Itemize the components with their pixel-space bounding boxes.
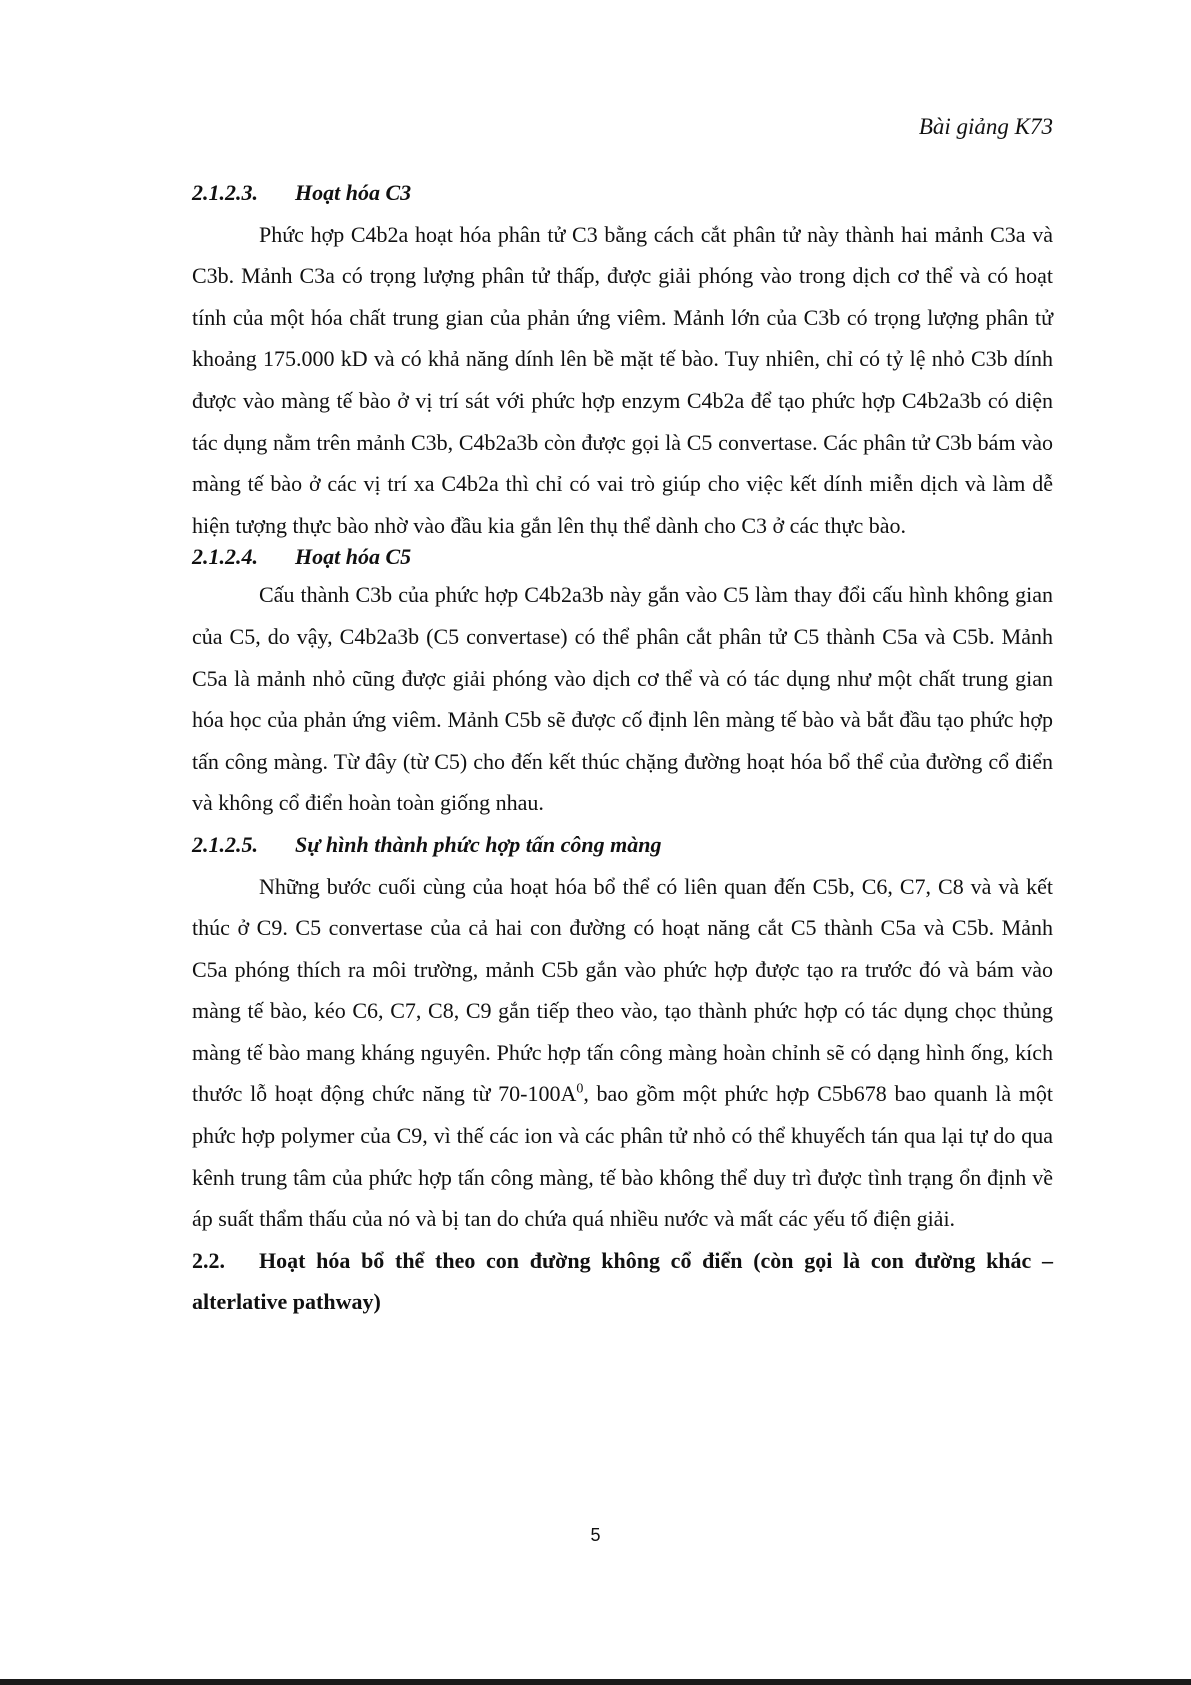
page-number: 5 — [590, 1525, 601, 1545]
paragraph-c3-activation: Phức hợp C4b2a hoạt hóa phân tử C3 bằng cách cắt phân tử này thành hai mảnh C3a và C3b. Mảnh C3a có trọng lượng phân tử thấp, được giải phóng vào trong dịch cơ thể và có hoạt tính của một hóa chất trung gian của phản ứng viêm. Mảnh lớn của C3b có trọng lượng phân tử khoảng 175.000 kD và có khả năng dính lên bề mặt tế bào. Tuy nhiên, chỉ có tỷ lệ nhỏ C3b dính được vào màng tế bào ở vị trí sát với phức hợp enzym C4b2a để tạo phức hợp C4b2a3b có diện tác dụng nằm trên mảnh C3b, C4b2a3b còn được gọi là C5 convertase. Các phân tử C3b bám vào màng tế bào ở các vị trí xa C4b2a thì chỉ có vai trò giúp cho việc kết dính miễn dịch và làm dễ hiện tượng thực bào nhờ vào đầu kia gắn lên thụ thể dành cho C3 ở các thực bào. — [192, 221, 1053, 538]
paragraph-c5-activation: Cấu thành C3b của phức hợp C4b2a3b này gắn vào C5 làm thay đổi cấu hình không gian của C5, do vậy, C4b2a3b (C5 convertase) có thể phân cắt phân tử C5 thành C5a và C5b. Mảnh C5a là mảnh nhỏ cũng được giải phóng vào dịch cơ thể và có tác dụng như một chất trung gian hóa học của phản ứng viêm. Mảnh C5b sẽ được cố định lên màng tế bào và bắt đầu tạo phức hợp tấn công màng. Từ đây (từ C5) cho đến kết thúc chặng đường hoạt hóa bổ thể của đường cổ điển và không cổ điển hoàn toàn giống nhau. — [192, 582, 1053, 816]
section-title: Hoạt hóa C5 — [295, 544, 412, 570]
section-title: Hoạt hóa bổ thể theo con đường không cổ điển (còn gọi là con đường khác – alterlative pathway) — [192, 1247, 1053, 1315]
section-number: 2.1.2.3. — [192, 180, 258, 205]
page-content — [192, 172, 1053, 1323]
paragraph-text-part-2: , bao gồm một phức hợp C5b678 bao quanh là một phức hợp polymer của C9, vì thế các ion và các phân tử nhỏ có thể khuyếch tán qua lại tự do qua kênh trung tâm của phức hợp tấn công màng, tế bào không thể duy trì được tình trạng ổn định về áp suất thẩm thấu của nó và bị tan do chứa quá nhiều nước và mất các yếu tố điện giải. — [192, 1081, 1053, 1232]
bottom-border-rule — [0, 1679, 1191, 1685]
section-heading-2-1-2-5 — [192, 824, 1053, 866]
paragraph-membrane-attack-complex — [192, 866, 1053, 1240]
paragraph-text-part-1: Những bước cuối cùng của hoạt hóa bổ thể có liên quan đến C5b, C6, C7, C8 và và kết thúc ở C9. C5 convertase của cả hai con đường có hoạt năng cắt C5 thành C5a và C5b. Mảnh C5a phóng thích ra môi trường, mảnh C5b gắn vào phức hợp được tạo ra trước đó và bám vào màng tế bào, kéo C6, C7, C8, C9 gắn tiếp theo vào, tạo thành phức hợp có tác dụng chọc thủng màng tế bào mang kháng nguyên. Phức hợp tấn công màng hoàn chỉnh sẽ có dạng hình ống, kích thước lỗ hoạt động chức năng từ 70-100A — [192, 873, 1053, 1107]
section-number: 2.1.2.4. — [192, 544, 258, 570]
section-number: 2.2. — [192, 1247, 225, 1273]
section-number: 2.1.2.5. — [192, 831, 258, 857]
section-title: Hoạt hóa C3 — [295, 180, 412, 205]
section-heading-2-2 — [192, 1240, 1053, 1323]
superscript-zero: 0 — [576, 1082, 584, 1098]
section-title: Sự hình thành phức hợp tấn công màng — [295, 831, 662, 857]
section-heading-2-1-2-3 — [192, 172, 1053, 214]
running-header: Bài giảng K73 — [918, 114, 1053, 139]
